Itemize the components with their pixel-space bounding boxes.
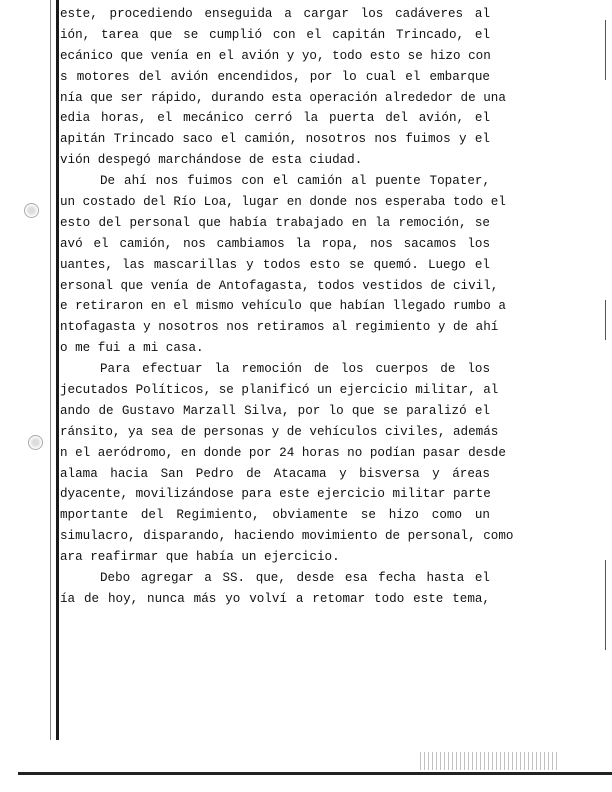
text-line: ando de Gustavo Marzall Silva, por lo que se paralizó el: [60, 403, 490, 418]
text-line: ión, tarea que se cumplió con el capitán Trincado, el: [60, 27, 490, 42]
page-bottom-edge: [18, 772, 612, 775]
text-line: ntofagasta y nosotros nos retiramos al regimiento y de ahí: [60, 320, 499, 335]
text-line: apitán Trincado saco el camión, nosotros nos fuimos y el: [60, 132, 490, 147]
page-scan-edge: [50, 0, 51, 740]
text-line: simulacro, disparando, haciendo movimiento de personal, como: [60, 529, 514, 544]
text-line: nía que ser rápido, durando esta operación alrededor de una: [60, 90, 506, 105]
paragraph-start-line: Para efectuar la remoción de los cuerpos de los: [100, 362, 490, 377]
text-line: ecánico que venía en el avión y yo, todo esto se hizo con: [60, 48, 491, 63]
paragraph-start-line: De ahí nos fuimos con el camión al puente Topater,: [100, 174, 490, 189]
scan-artifact: [605, 300, 606, 340]
text-line: dyacente, movilizándose para este ejercicio militar parte: [60, 487, 491, 502]
text-line: ara reafirmar que había un ejercicio.: [60, 550, 340, 565]
text-line: mportante del Regimiento, obviamente se hizo como un: [60, 508, 490, 523]
text-line: ía de hoy, nunca más yo volví a retomar todo este tema,: [60, 591, 490, 606]
document-body: [60, 4, 514, 610]
page-binding-edge: [56, 0, 59, 740]
paragraph-start-line: Debo agregar a SS. que, desde esa fecha hasta el: [100, 571, 490, 586]
punch-hole-icon: [24, 203, 39, 218]
scan-artifact: [605, 20, 606, 80]
text-line: un costado del Río Loa, lugar en donde nos esperaba todo el: [60, 195, 506, 210]
text-line: jecutados Políticos, se planificó un ejercicio militar, al: [60, 383, 499, 398]
text-line: edia horas, el mecánico cerró la puerta del avión, el: [60, 111, 490, 126]
text-line: uantes, las mascarillas y todos esto se quemó. Luego el: [60, 257, 490, 272]
text-line: o me fui a mi casa.: [60, 341, 204, 356]
text-line: s motores del avión encendidos, por lo cual el embarque: [60, 69, 490, 84]
text-line: alama hacia San Pedro de Atacama y bisversa y áreas: [60, 466, 490, 481]
scan-artifact: [605, 560, 606, 650]
text-line: e retiraron en el mismo vehículo que habían llegado rumbo a: [60, 299, 506, 314]
text-line: n el aeródromo, en donde por 24 horas no podían pasar desde: [60, 445, 506, 460]
text-line: avó el camión, nos cambiamos la ropa, nos sacamos los: [60, 236, 490, 251]
text-line: vión despegó marchándose de esta ciudad.: [60, 153, 363, 168]
scan-noise: [420, 752, 560, 770]
text-line: esto del personal que había trabajado en la remoción, se: [60, 215, 490, 230]
text-line: este, procediendo enseguida a cargar los cadáveres al: [60, 7, 490, 21]
punch-hole-icon: [28, 435, 43, 450]
text-line: ersonal que venía de Antofagasta, todos vestidos de civil,: [60, 278, 499, 293]
text-line: ránsito, ya sea de personas y de vehículos civiles, además: [60, 424, 499, 439]
